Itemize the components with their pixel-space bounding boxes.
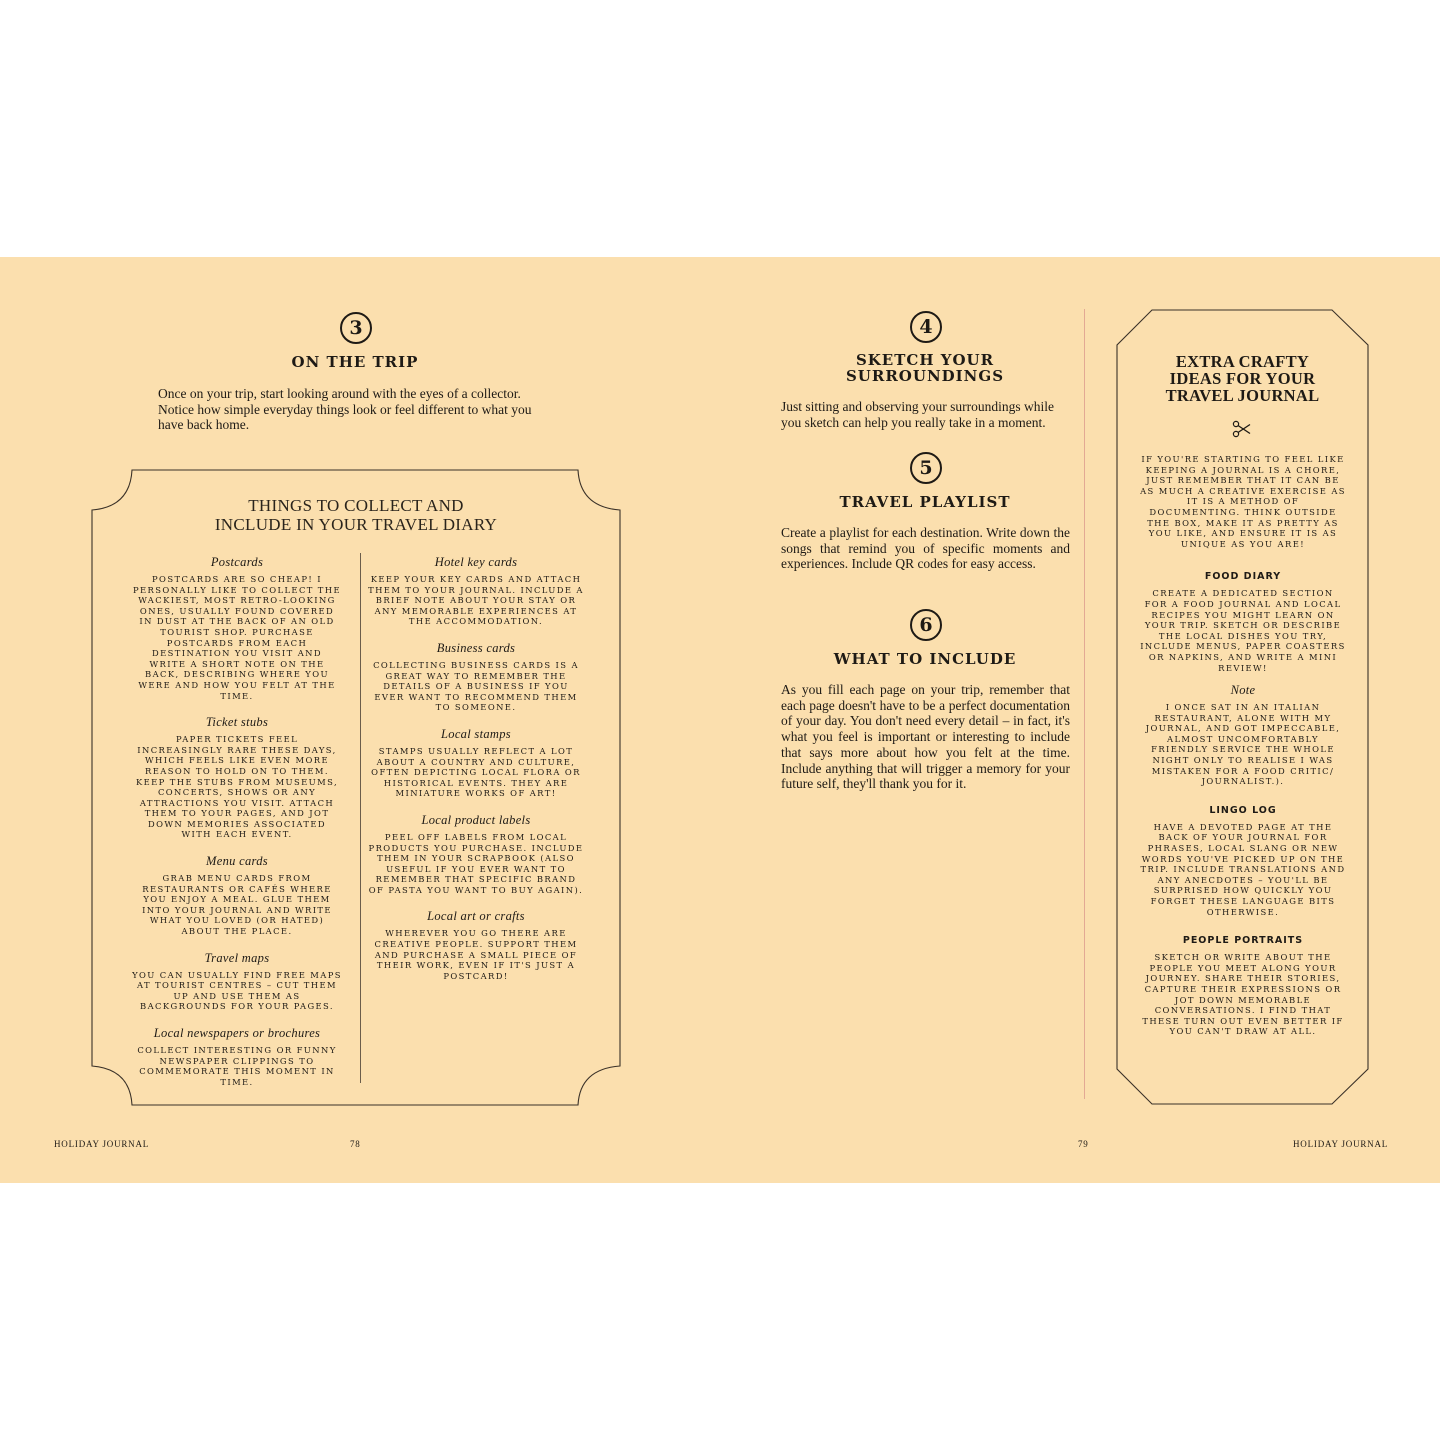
crafty-title-line2: IDEAS FOR YOUR: [1169, 369, 1316, 388]
heading-what-to-include: WHAT TO INCLUDE: [833, 650, 1017, 668]
item-text: WHEREVER YOU GO THERE ARE CREATIVE PEOPLE. SUPPORT THEM AND PURCHASE A SMALL PIECE OF THEIR WORK, EVEN IF IT'S JUST A POSTCARD!: [374, 928, 578, 981]
step-number-3: 3: [340, 312, 372, 344]
lingo-log-heading: LINGO LOG: [1209, 804, 1277, 816]
food-diary-text: CREATE A DEDICATED SECTION FOR A FOOD JOURNAL AND LOCAL RECIPES YOU MIGHT LEARN ON YOUR TRIP. SKETCH OR DESCRIBE THE LOCAL DISHES YOU TRY, INCLUDE MENUS, PAPER COASTERS OR NAPKINS, AND WRITE A MINI REVIEW!: [1140, 588, 1346, 673]
page-divider: [1084, 309, 1085, 1099]
heading-line1: SKETCH YOUR: [855, 351, 995, 369]
footer-title-right: HOLIDAY JOURNAL: [1293, 1139, 1389, 1149]
step-number-4: 4: [910, 311, 942, 343]
playlist-text: Create a playlist for each destination. Write down the songs that remind you of specific moments and experiences. Include QR codes for easy access.: [781, 525, 1070, 572]
collect-box-title-line2: INCLUDE IN YOUR TRAVEL DIARY: [214, 515, 498, 534]
item-label: Ticket stubs: [205, 715, 269, 730]
item-text: PEEL OFF LABELS FROM LOCAL PRODUCTS YOU PURCHASE. INCLUDE THEM IN YOUR SCRAPBOOK (ALSO USEFUL IF YOU EVER WANT TO REMEMBER THAT SPECIFIC BRAND OF PASTA YOU WANT TO BUY AGAIN).: [368, 831, 584, 895]
item-label: Local newspapers or brochures: [153, 1026, 321, 1040]
step-number-6: 6: [910, 609, 942, 641]
page-number-right: 79: [1078, 1139, 1089, 1149]
heading-on-the-trip: ON THE TRIP: [291, 353, 419, 371]
people-portraits-text: SKETCH OR WRITE ABOUT THE PEOPLE YOU MEET ALONG YOUR JOURNEY. SHARE THEIR STORIES, CAPTURE THEIR EXPRESSIONS OR JOT DOWN MEMORABLE CONVERSATIONS. I FIND THAT THESE TURN OUT EVEN BETTER IF YOU CAN'T DRAW AT ALL.: [1142, 952, 1344, 1037]
collect-box-title: [150, 496, 562, 534]
item-label: Local art or crafts: [427, 909, 525, 924]
item-label: Business cards: [436, 640, 516, 655]
item-text: GRAB MENU CARDS FROM RESTAURANTS OR CAFÉS WHERE YOU ENJOY A MEAL. GLUE THEM INTO YOUR JOURNAL AND WRITE WHAT YOU LOVED (OR HATED) ABOUT THE PLACE.: [142, 873, 332, 937]
item-label: Local product labels: [421, 812, 531, 827]
heading-sketch-surroundings: [800, 352, 1050, 384]
item-label: Travel maps: [204, 950, 270, 965]
crafty-intro: IF YOU'RE STARTING TO FEEL LIKE KEEPING A JOURNAL IS A CHORE, JUST REMEMBER THAT IT CAN BE AS MUCH A CREATIVE EXERCISE AS IT IS A METHOD OF DOCUMENTING. THINK OUTSIDE THE BOX, MAKE IT AS PRETTY AS YOU LIKE, AND ENSURE IT IS AS UNIQUE AS YOU ARE!: [1140, 454, 1346, 549]
heading-line2: SURROUNDINGS: [845, 367, 1005, 385]
item-text: PAPER TICKETS FEEL INCREASINGLY RARE THESE DAYS, WHICH FEELS LIKE EVEN MORE REASON TO HOLD ON TO THEM. KEEP THE STUBS FROM MUSEUMS, CONCERTS, SHOWS OR ANY ATTRACTIONS YOU VISIT. ATTACH THEM TO YOUR PAGES, AND JOT DOWN MEMORIES ASSOCIATED WITH EACH EVENT.: [135, 734, 339, 840]
footer-title-left: HOLIDAY JOURNAL: [54, 1139, 150, 1149]
book-spread: [0, 257, 1440, 1183]
step-number-5: 5: [910, 452, 942, 484]
page-number-left: 78: [350, 1139, 361, 1149]
sketch-text: Just sitting and observing your surroundings while you sketch can help you really take in a moment.: [781, 399, 1054, 430]
item-text: KEEP YOUR KEY CARDS AND ATTACH THEM TO YOUR JOURNAL. INCLUDE A BRIEF NOTE ABOUT YOUR STAY OR ANY MEMORABLE EXPERIENCES AT THE ACCOMMODATION.: [368, 574, 584, 627]
item-label: Local stamps: [441, 726, 511, 741]
item-text: YOU CAN USUALLY FIND FREE MAPS AT TOURIST CENTRES – CUT THEM UP AND USE THEM AS BACKGROUNDS FOR YOUR PAGES.: [132, 969, 342, 1012]
item-text: POSTCARDS ARE SO CHEAP! I PERSONALLY LIKE TO COLLECT THE WACKIEST, MOST RETRO-LOOKING ONES, USUALLY FOUND COVERED IN DUST AT THE BACK OF AN OLD TOURIST SHOP. PURCHASE POSTCARDS FROM EACH DESTINATION YOU VISIT AND WRITE A SHORT NOTE ON THE BACK, DESCRIBING WHERE YOU WERE AND HOW YOU FELT AT THE TIME.: [133, 574, 341, 701]
food-diary-heading: FOOD DIARY: [1204, 571, 1282, 583]
scissors-icon: [1232, 420, 1252, 438]
collect-box-title-line1: THINGS TO COLLECT AND: [248, 496, 464, 515]
people-portraits-heading: PEOPLE PORTRAITS: [1182, 935, 1304, 947]
crafty-box-content: [1140, 454, 1346, 1037]
heading-travel-playlist: TRAVEL PLAYLIST: [839, 493, 1011, 511]
item-text: COLLECTING BUSINESS CARDS IS A GREAT WAY TO REMEMBER THE DETAILS OF A BUSINESS IF YOU EVER WANT TO RECOMMEND THEM TO SOMEONE.: [373, 659, 579, 713]
item-label: Postcards: [210, 555, 264, 569]
note-text: I ONCE SAT IN AN ITALIAN RESTAURANT, ALONE WITH MY JOURNAL, AND GOT IMPECCABLE, ALMOST UNCOMFORTABLY FRIENDLY SERVICE THE WHOLE NIGHT ONLY TO REALISE I WAS MISTAKEN FOR A FOOD CRITIC/ JOURNALIST.).: [1145, 702, 1341, 787]
note-label: Note: [1230, 683, 1256, 698]
crafty-title-line3: TRAVEL JOURNAL: [1165, 386, 1320, 405]
include-text: As you fill each page on your trip, remember that each page doesn't have to be a perfect documentation of your day. You don't need every detail – in fact, it's what you feel is important or interesting to include that says more about how you felt at the time. Include anything that will trigger a memory for your future self, they'll thank you for it.: [781, 682, 1070, 792]
collect-left-column: [132, 555, 342, 1087]
crafty-title-line1: EXTRA CRAFTY: [1175, 352, 1310, 371]
item-text: COLLECT INTERESTING OR FUNNY NEWSPAPER CLIPPINGS TO COMMEMORATE THIS MOMENT IN TIME.: [137, 1045, 337, 1087]
collect-right-column: [368, 555, 584, 981]
on-the-trip-text: Once on your trip, start looking around with the eyes of a collector. Notice how simple everyday things look or feel different to what you have back home.: [158, 386, 532, 433]
item-label: Menu cards: [206, 854, 268, 869]
collect-column-divider: [360, 553, 361, 1083]
lingo-log-text: HAVE A DEVOTED PAGE AT THE BACK OF YOUR JOURNAL FOR PHRASES, LOCAL SLANG OR NEW WORDS YOU'VE PICKED UP ON THE TRIP. INCLUDE TRANSLATIONS AND ANY ANECDOTES – YOU'LL BE SURPRISED HOW QUICKLY YOU FORGET THESE LANGUAGE BITS OTHERWISE.: [1140, 821, 1346, 917]
item-label: Hotel key cards: [434, 555, 518, 569]
crafty-box-title: [1140, 353, 1345, 404]
item-text: STAMPS USUALLY REFLECT A LOT ABOUT A COUNTRY AND CULTURE, OFTEN DEPICTING LOCAL FLORA OR HISTORICAL EVENTS. THEY ARE MINIATURE WORKS OF ART!: [371, 745, 581, 799]
